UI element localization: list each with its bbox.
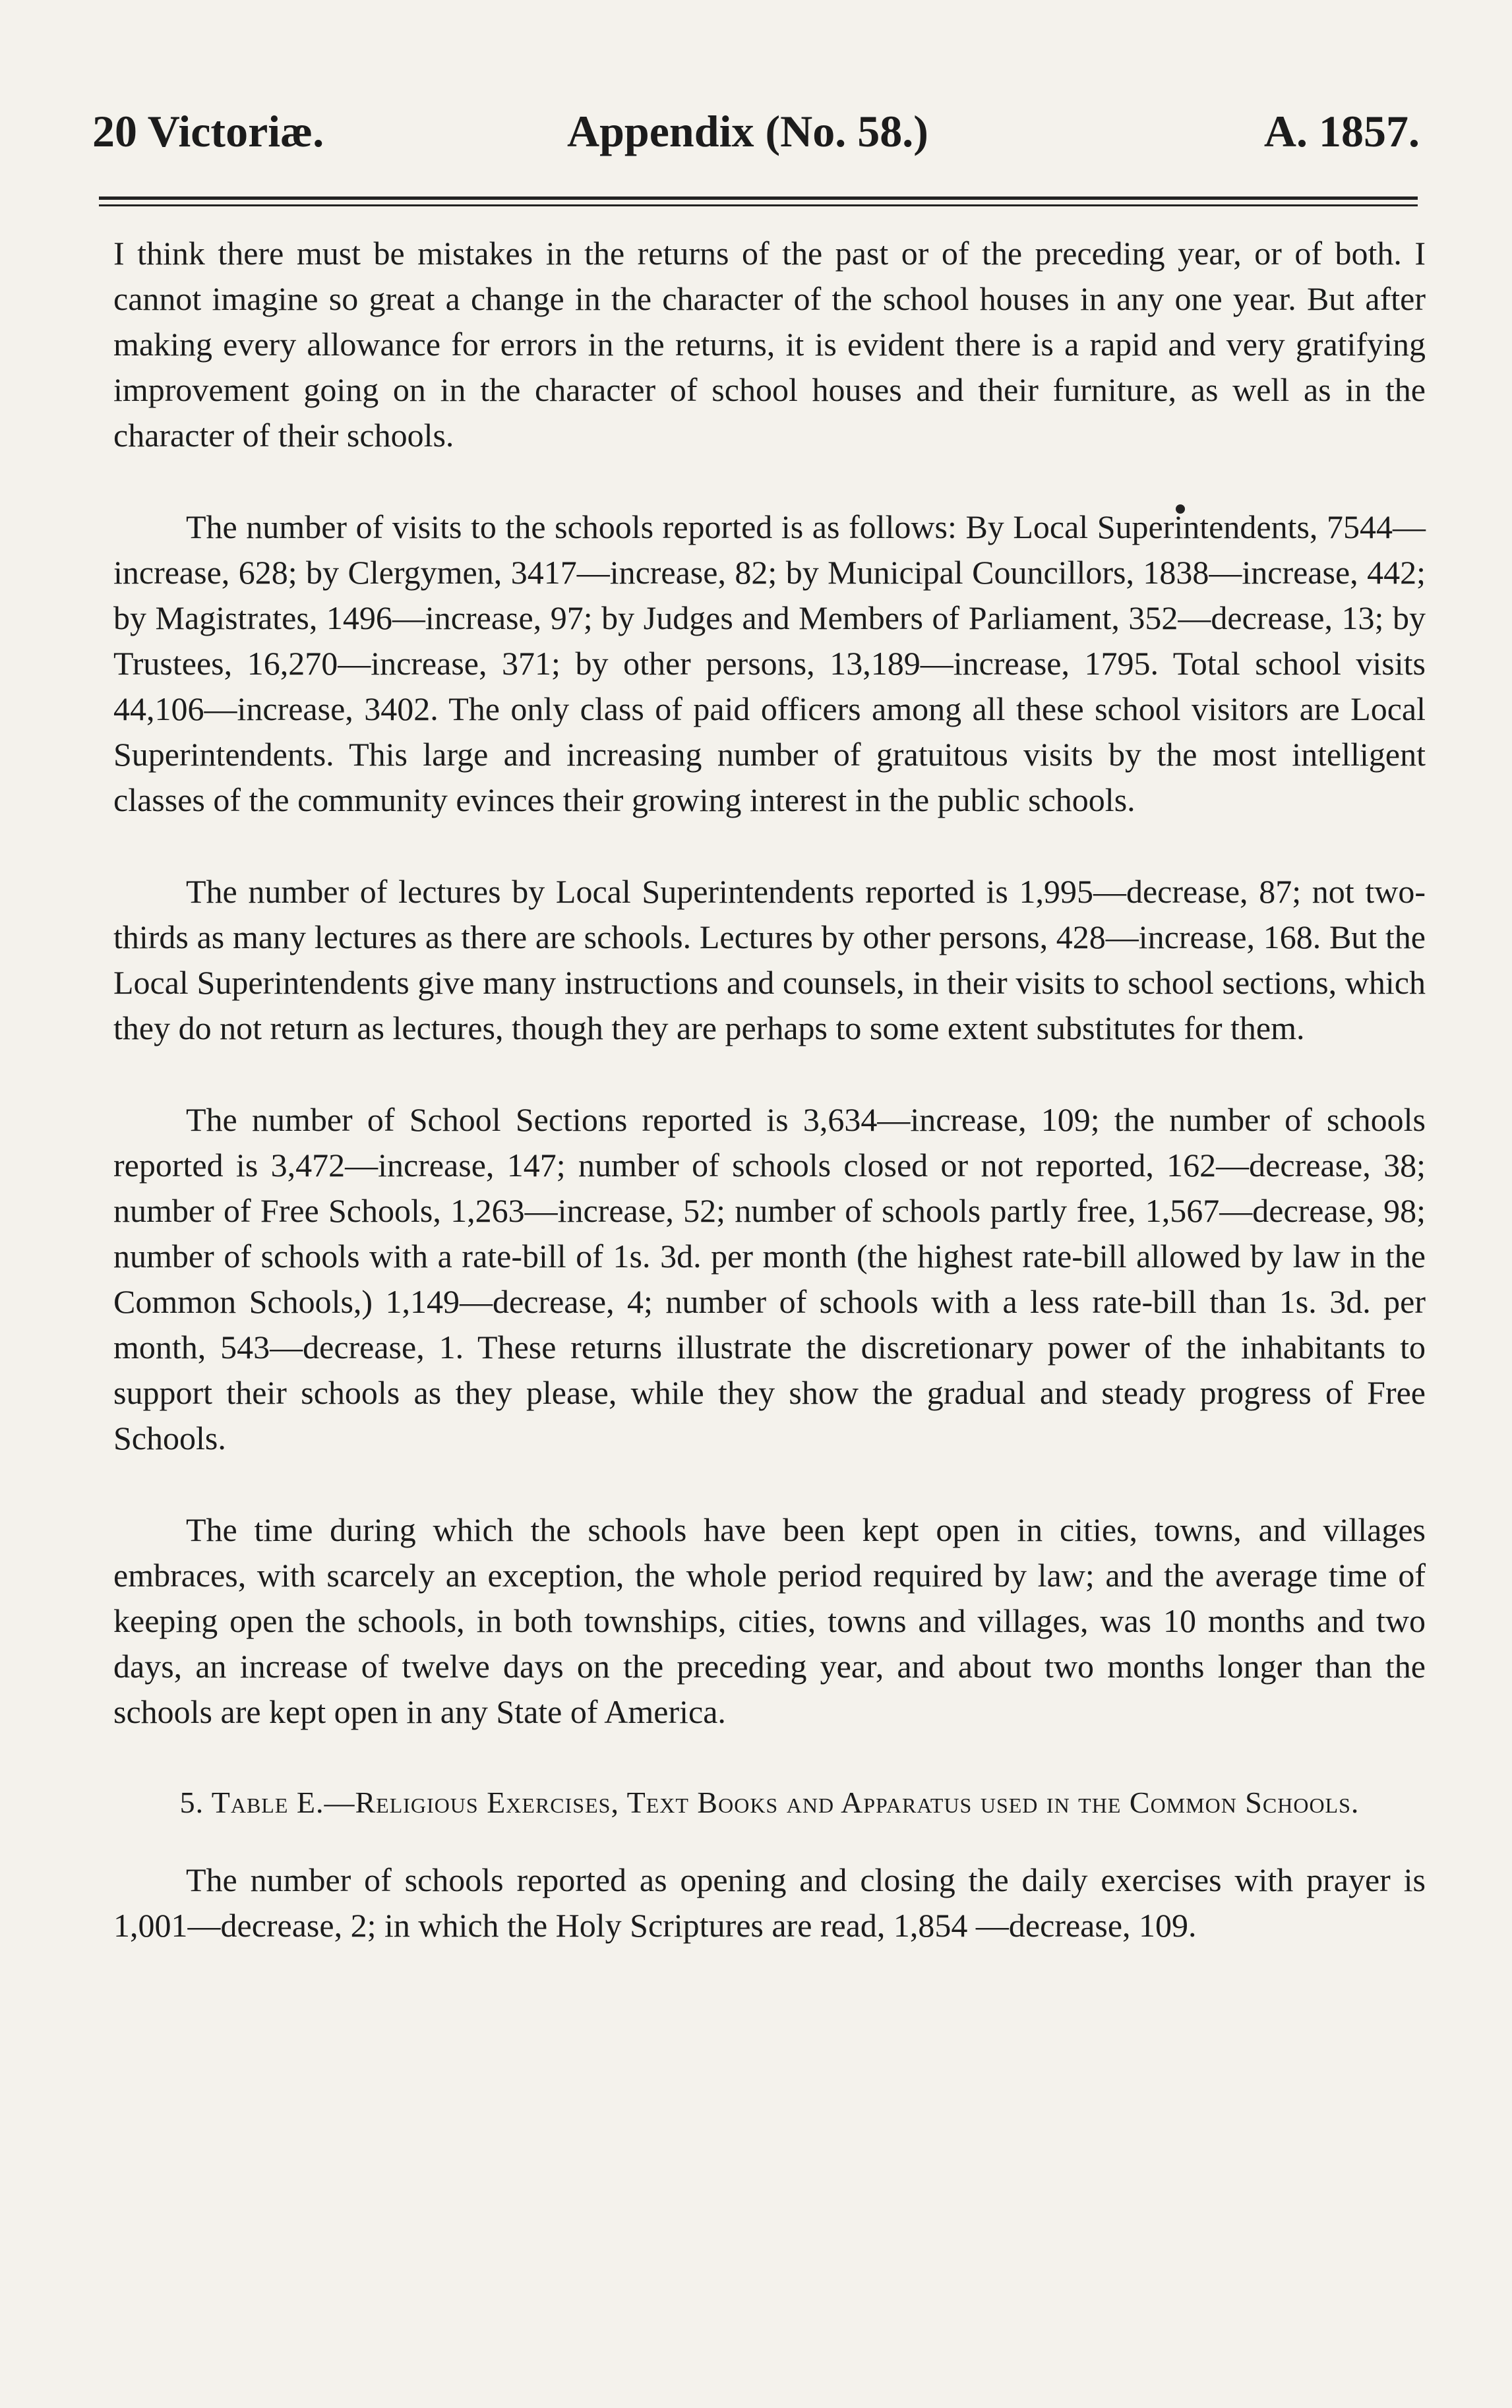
paragraph-5: The time during which the schools have been kept open in cities, towns, and villages embraces, with scarcely an exception, the whole period required by law; and the average time of keeping open the schools, in both townships, cities, towns and villages, was 10 months and two days, an increase of twelve days on the preceding year, and about two months longer than the schools are kept open in any State of America. bbox=[113, 1511, 1426, 1730]
paragraph-4: The number of School Sections reported is 3,634—increase, 109; the number of schools reported is 3,472—increase, 147; number of schools closed or not reported, 162—decrease, 38; number of Free Schools, 1,263—increase, 52; number of schools partly free, 1,567—decrease, 98; number of schools with a rate-bill of 1s. 3d. per month (the highest rate-bill allowed by law in the Common Schools,) 1,149—decrease, 4; number of schools with a less rate-bill than 1s. 3d. per month, 543—decrease, 1. These returns illustrate the discretionary power of the inhabitants to support their schools as they please, while they show the gradual and steady progress of Free Schools. bbox=[113, 1101, 1426, 1457]
header-session: 20 Victoriæ. bbox=[92, 106, 324, 156]
header-rule-top bbox=[99, 196, 1418, 200]
page-header bbox=[92, 105, 1433, 171]
section-paragraph: The number of schools reported as opening and closing the daily exercises with prayer is 1,001—decrease, 2; in which the Holy Scriptures are read, 1,854 —decrease, 109. bbox=[113, 1861, 1426, 1944]
paragraph-3: The number of lectures by Local Superintendents reported is 1,995—decrease, 87; not two-thirds as many lectures as there are schools. Lectures by other persons, 428—increase, 168. But the Local Superintendents give many instructions and counsels, in their visits to school sections, which they do not return as lectures, though they are perhaps to some extent substitutes for them. bbox=[113, 873, 1426, 1046]
paragraph-2: The number of visits to the schools reported is as follows: By Local Superintendents, 7544—increase, 628; by Clergymen, 3417—increase, 82; by Municipal Councillors, 1838—increase, 442; by Magistrates, 1496—increase, 97; by Judges and Members of Parliament, 352—decrease, 13; by Trustees, 16,270—increase, 371; by other persons, 13,189—increase, 1795. Total school visits 44,106—increase, 3402. The only class of paid officers among all these school visitors are Local Superintendents. This large and increasing number of gratuitous visits by the most intelligent classes of the community evinces their growing interest in the public schools. bbox=[113, 508, 1426, 818]
section-heading: 5. Table E.—Religious Exercises, Text Books and Apparatus used in the Common Schools. bbox=[179, 1786, 1360, 1819]
body-text bbox=[113, 231, 1426, 1995]
header-year: A. 1857. bbox=[1263, 106, 1420, 156]
paragraph-1: I think there must be mistakes in the returns of the past or of the preceding year, or of both. I cannot imagine so great a change in the character of the school houses in any one year. But after making every allowance for errors in the returns, it is evident there is a rapid and very gratifying improvement going on in the character of school houses and their furniture, as well as in the character of their schools. bbox=[113, 235, 1426, 454]
header-appendix: Appendix (No. 58.) bbox=[567, 106, 928, 156]
header-rule-bottom bbox=[99, 204, 1418, 206]
